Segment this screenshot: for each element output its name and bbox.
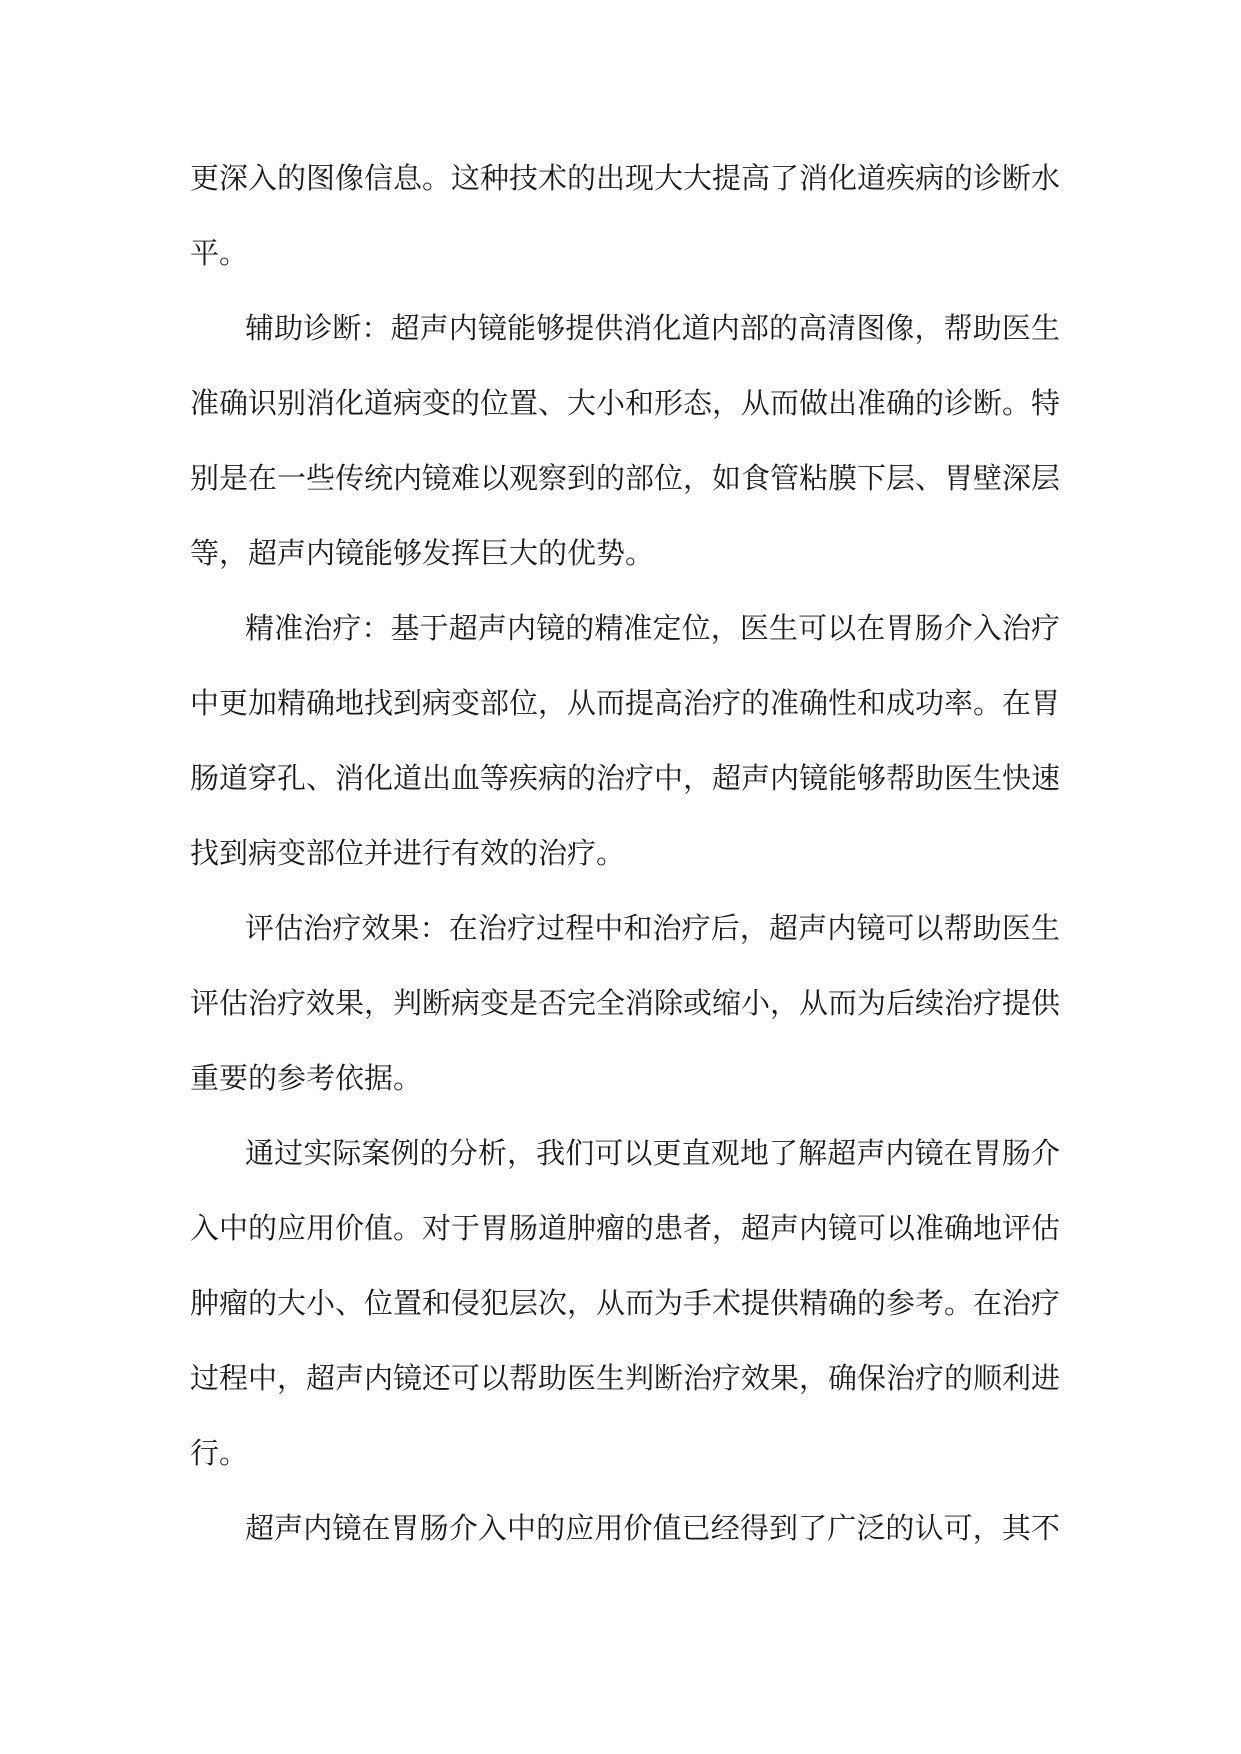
paragraph-line: 肠道穿孔、消化道出血等疾病的治疗中，超声内镜能够帮助医生快速 [190,761,1060,795]
paragraph-line: 评估治疗效果，判断病变是否完全消除或缩小，从而为后续治疗提供 [190,986,1060,1020]
paragraph-line: 过程中，超声内镜还可以帮助医生判断治疗效果，确保治疗的顺利进 [190,1361,1060,1395]
paragraph-line: 入中的应用价值。对于胃肠道肿瘤的患者，超声内镜可以准确地评估 [190,1211,1060,1245]
paragraph-line: 找到病变部位并进行有效的治疗。 [190,836,626,870]
paragraph-line: 中更加精确地找到病变部位，从而提高治疗的准确性和成功率。在胃 [190,686,1060,720]
paragraph-line: 精准治疗：基于超声内镜的精准定位，医生可以在胃肠介入治疗 [245,611,1060,645]
paragraph-line: 超声内镜在胃肠介入中的应用价值已经得到了广泛的认可，其不 [245,1511,1060,1545]
paragraph-line: 辅助诊断：超声内镜能够提供消化道内部的高清图像，帮助医生 [245,311,1060,345]
paragraph-line: 重要的参考依据。 [190,1061,423,1095]
paragraph-line: 别是在一些传统内镜难以观察到的部位，如食管粘膜下层、胃壁深层 [190,461,1060,495]
paragraph-line: 准确识别消化道病变的位置、大小和形态，从而做出准确的诊断。特 [190,386,1060,420]
paragraph-line: 更深入的图像信息。这种技术的出现大大提高了消化道疾病的诊断水 [190,161,1060,195]
paragraph-line: 通过实际案例的分析，我们可以更直观地了解超声内镜在胃肠介 [245,1136,1060,1170]
paragraph-line: 肿瘤的大小、位置和侵犯层次，从而为手术提供精确的参考。在治疗 [190,1286,1060,1320]
paragraph-line: 评估治疗效果：在治疗过程中和治疗后，超声内镜可以帮助医生 [245,911,1060,945]
paragraph-line: 平。 [190,236,249,270]
paragraph-line: 行。 [190,1436,249,1470]
paragraph-line: 等，超声内镜能够发挥巨大的优势。 [190,536,655,570]
